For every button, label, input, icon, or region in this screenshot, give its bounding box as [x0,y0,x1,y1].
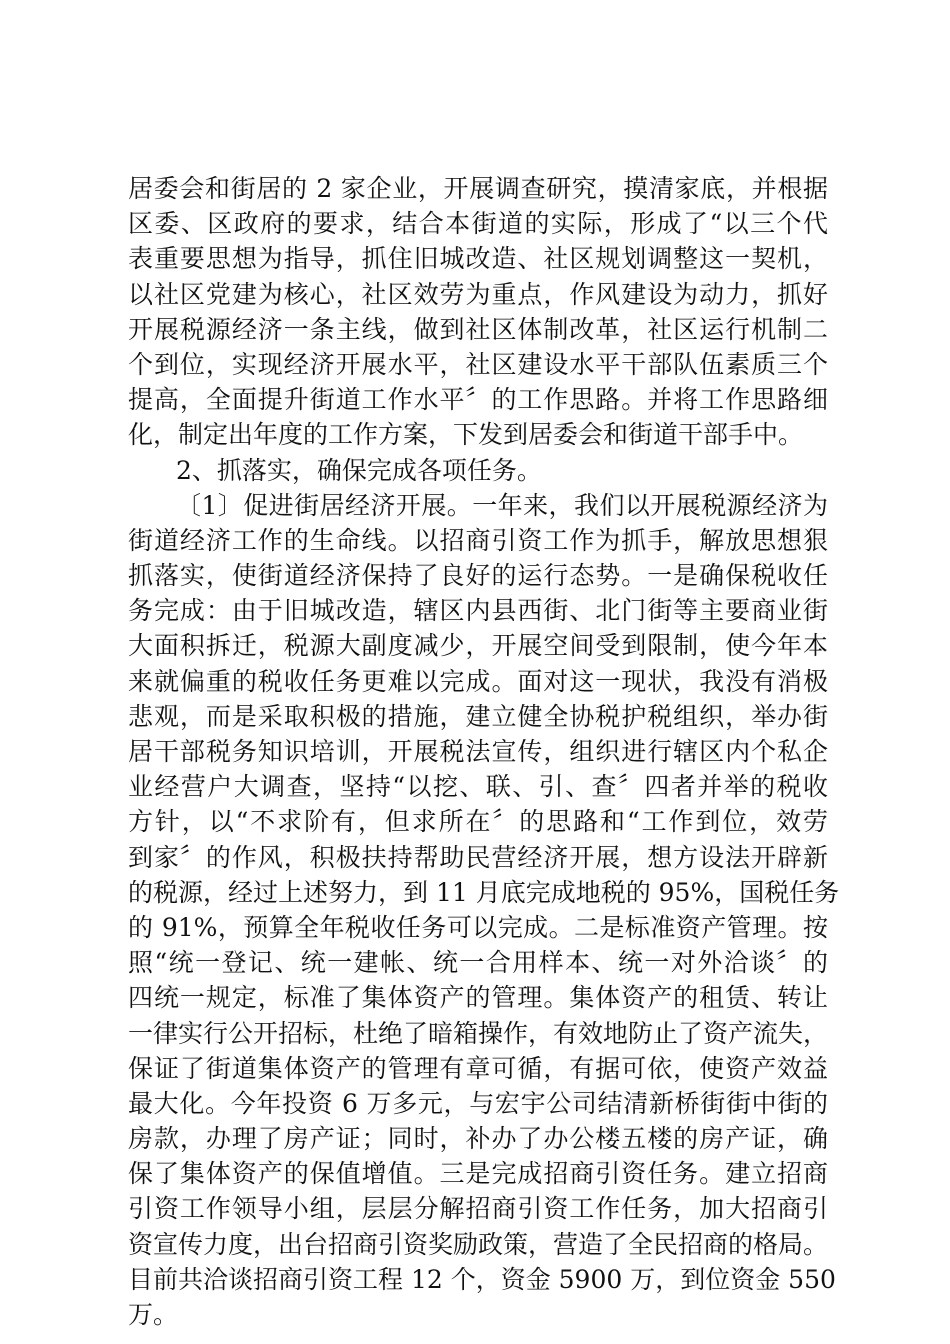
text-line: 来就偏重的税收任务更难以完成。面对这一现状，我没有消极 [128,666,828,696]
text-line: 引资工作领导小组，层层分解招商引资工作任务，加大招商引 [128,1194,828,1224]
text-line: 街道经济工作的生命线。以招商引资工作为抓手，解放思想狠 [128,525,828,555]
text-line: 一律实行公开招标，杜绝了暗箱操作，有效地防止了资产流失， [128,1018,829,1048]
text-line: 保证了街道集体资产的管理有章可循，有据可依，使资产效益 [128,1053,828,1083]
text-line: 保了集体资产的保值增值。三是完成招商引资任务。建立招商 [128,1159,828,1189]
text-line: 业经营户大调查，坚持“以挖、联、引、查〞四者并举的税收 [128,772,828,802]
text-line: 居委会和街居的 2 家企业，开展调查研究，摸清家底，并根据 [128,174,828,203]
text-line: 大面积拆迁，税源大副度减少，开展空间受到限制，使今年本 [128,631,828,661]
paragraph-1 [128,171,828,453]
text-line: 目前共洽谈招商引资工程 12 个，资金 5900 万，到位资金 550 [128,1264,836,1294]
text-line: 开展税源经济一条主线，做到社区体制改革，社区运行机制二 [128,314,828,344]
text-line: 居干部税务知识培训，开展税法宣传，组织进行辖区内个私企 [128,737,828,766]
text-line: 的 91%，预算全年税收任务可以完成。二是标准资产管理。按 [128,912,828,942]
text-line: 务完成：由于旧城改造，辖区内县西街、北门街等主要商业街 [128,596,828,626]
text-line: 的税源，经过上述努力，到 11 月底完成地税的 95%，国税任务 [128,877,840,907]
text-line: 方针，以“不求阶有，但求所在〞的思路和“工作到位，效劳 [128,807,828,837]
text-line: 以社区党建为核心，社区效劳为重点，作风建设为动力，抓好 [128,279,828,309]
text-line: 房款，办理了房产证；同时，补办了办公楼五楼的房产证，确 [128,1124,828,1154]
text-line: 区委、区政府的要求，结合本街道的实际，形成了“以三个代 [128,209,828,239]
text-line: 〔1〕促进街居经济开展。一年来，我们以开展税源经济为 [176,490,828,520]
paragraph-3 [128,488,840,1333]
text-line: 照“统一登记、统一建帐、统一合用样本、统一对外洽谈〞的 [128,948,828,978]
text-line: 悲观，而是采取积极的措施，建立健全协税护税组织，举办街 [128,701,828,731]
text-line: 个到位，实现经济开展水平，社区建设水平干部队伍素质三个 [128,349,828,379]
text-line: 提高，全面提升街道工作水平〞的工作思路。并将工作思路细 [128,385,828,415]
text-line: 万。 [128,1300,179,1329]
text-line: 抓落实，使街道经济保持了良好的运行态势。一是确保税收任 [128,561,828,591]
text-line: 到家〞的作风，积极扶持帮助民营经济开展，想方设法开辟新 [128,842,828,872]
text-line: 资宣传力度，出台招商引资奖励政策，营造了全民招商的格局。 [128,1229,829,1259]
section-heading: 2、抓落实，确保完成各项任务。 [176,455,542,485]
text-line: 四统一规定，标准了集体资产的管理。集体资产的租赁、转让 [128,983,828,1013]
text-line: 表重要思想为指导，抓住旧城改造、社区规划调整这一契机， [128,244,828,274]
document-body [128,171,840,1332]
text-line: 化，制定出年度的工作方案，下发到居委会和街道干部手中。 [128,420,804,450]
text-line: 最大化。今年投资 6 万多元，与宏宇公司结清新桥街街中街的 [128,1088,828,1118]
